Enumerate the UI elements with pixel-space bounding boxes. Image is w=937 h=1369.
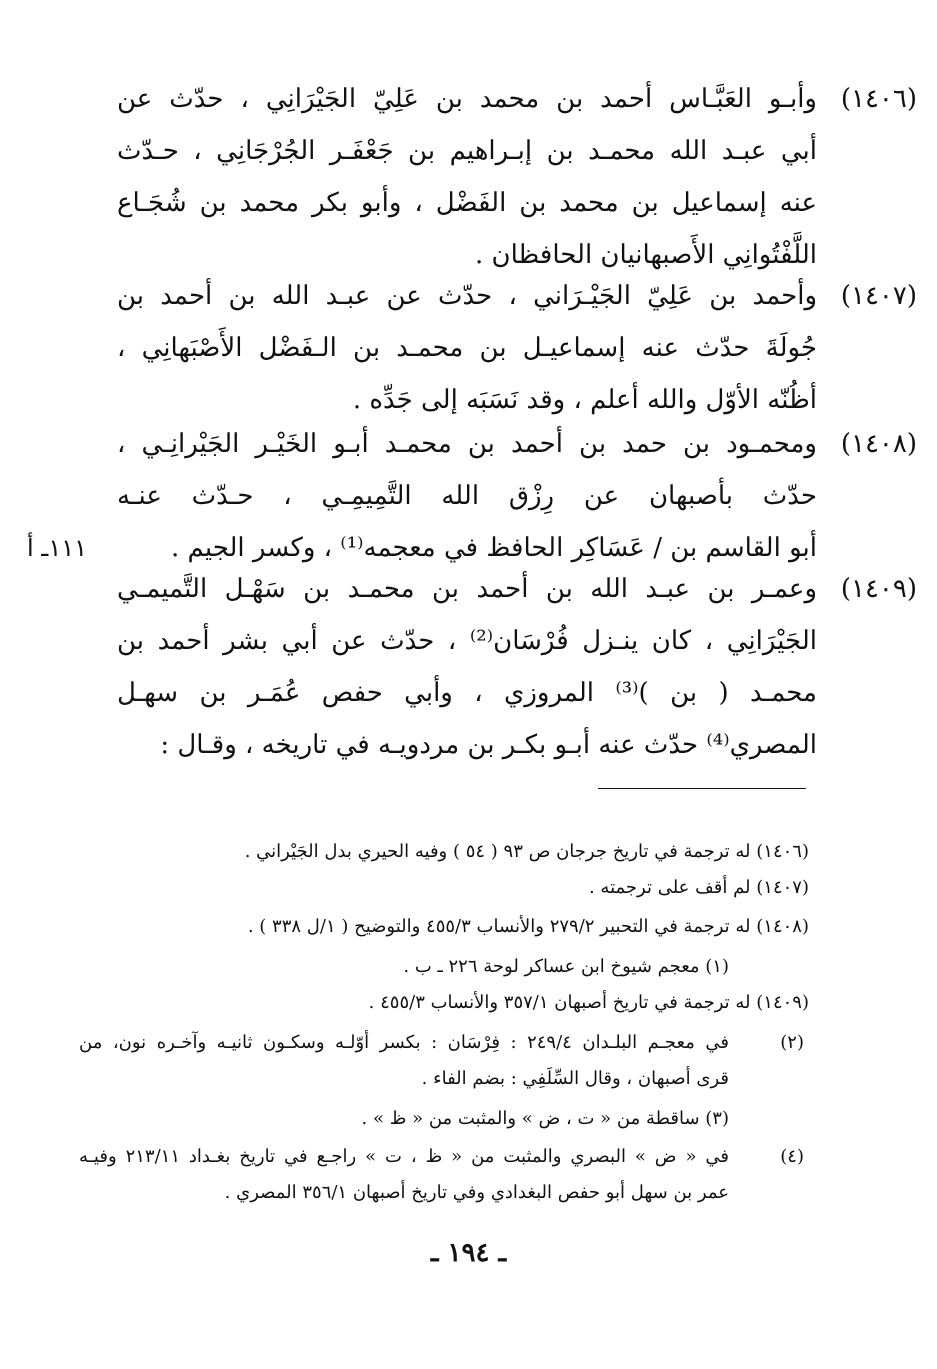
entry-line: ومحمـود بن حمد بن أحمد بن محمـد أبـو الخَيْـر الجَيْرانِـي ، [117, 429, 817, 459]
footnote-divider [598, 788, 806, 789]
entry-line: اللَّفْتُوانِي الأَصبهانيان الحافظان . [475, 240, 817, 270]
entry-line: أبو القاسم بن / عَسَاكِر الحافظ في معجمه⁽¹⁾ ، وكسر الجيم . [171, 533, 817, 563]
footnote-1408: (١٤٠٨) له ترجمة في التحبير ٢٧٩/٢ والأنساب ٤٥٥/٣ والتوضيح ( ١/ل ٣٣٨ ) . [247, 916, 809, 937]
entry-line: عنه إسماعيل بن محمد بن الفَضْل ، وأبو بكر محمد بن شُجَـاع [117, 188, 817, 218]
footnote-1409-note-2 [79, 1025, 804, 1097]
manuscript-folio-note: ١١١ـ أ [27, 534, 87, 562]
footnote-1409-note-3: (٣) ساقطة من « ت ، ض » والمثبت من « ظ » . [361, 1108, 729, 1129]
entry-number: (١٤٠٦) [840, 84, 917, 114]
footnote-line: في معجـم البلـدان ٢٤٩/٤ : فِرْسَان : بكسر أوّلـه وسكـون ثانيـه وآخـره نون، من [79, 1032, 729, 1053]
entry-number: (١٤٠٧) [840, 281, 917, 311]
footnote-line: عمر بن سهل أبو حفص البغدادي وفي تاريخ أصبهان ٣٥٦/١ المصري . [224, 1182, 729, 1203]
entry-number: (١٤٠٨) [840, 429, 917, 459]
entry-line: أبي عبـد الله محمـد بن إبـراهيم بن جَعْفَـر الجُرْجَانِي ، حـدّث [117, 136, 817, 166]
entry-line: وعمـر بن عبـد الله بن أحمد بن محمـد بن سَهْـل التَّميمـي [117, 574, 817, 604]
footnote-1408-note-1: (١) معجم شيوخ ابن عساكر لوحة ٢٢٦ ـ ب . [403, 956, 729, 977]
footnote-line: قرى أصبهان ، وقال السِّلَفِي : بضم الفاء . [421, 1068, 729, 1089]
entry-line: وأحمد بن عَلِيّ الجَيْـرَاني ، حدّث عن عبـد الله بن أحمد بن [117, 281, 817, 311]
entry-line: حدّث بأصبهان عن رِزْق الله التَّمِيمِـي ، حـدّث عنـه [117, 481, 817, 511]
entry-line: محمـد ( بن )⁽³⁾ المروزي ، وأبي حفص عُمَـر بن سهـل [117, 678, 817, 708]
footnote-1409-note-4 [79, 1139, 804, 1211]
entry-number: (١٤٠٩) [840, 574, 917, 604]
entry-1407 [117, 270, 917, 426]
entry-line: جُولَةَ حدّث عنه إسماعيـل بن محمـد بن الـفَضْل الأَصْبَهانِي ، [117, 333, 817, 363]
entry-1408 [27, 418, 917, 574]
entry-line: وأبـو العَبَّـاس أحمد بن محمد بن عَلِيّ الجَيْرَانِي ، حدّث عن [117, 84, 817, 114]
entry-1406 [117, 73, 917, 281]
footnote-1409: (١٤٠٩) له ترجمة في تاريخ أصبهان ٣٥٧/١ والأنساب ٤٥٥/٣ . [368, 992, 809, 1013]
footnote-line: في « ض » البصري والمثبت من « ظ ، ت » راجـع في تاريخ بغـداد ٢١٣/١١ وفيـه [79, 1146, 729, 1167]
footnote-1406: (١٤٠٦) له ترجمة في تاريخ جرجان ص ٩٣ ( ٥٤ ) وفيه الحيري بدل الجَيْراني . [244, 841, 809, 862]
footnote-1407: (١٤٠٧) لم أقف على ترجمته . [588, 877, 809, 898]
page-number: ـ ١٩٤ ـ [430, 1238, 507, 1268]
entry-line: أظُنّه الأوّل والله أعلم ، وقد نَسَبَه إلى جَدِّه . [352, 385, 817, 415]
entry-line: المصري⁽⁴⁾ حدّث عنه أبـو بكـر بن مردويـه في تاريخه ، وقـال : [160, 730, 817, 760]
footnote-marker: (٢) [780, 1032, 804, 1053]
entry-line: الجَيْرَانِي ، كان ينـزل فُرْسَان⁽²⁾ ، حدّث عن أبي بشر أحمد بن [117, 626, 817, 656]
entry-1409 [117, 563, 917, 771]
footnote-marker: (٤) [780, 1146, 804, 1167]
